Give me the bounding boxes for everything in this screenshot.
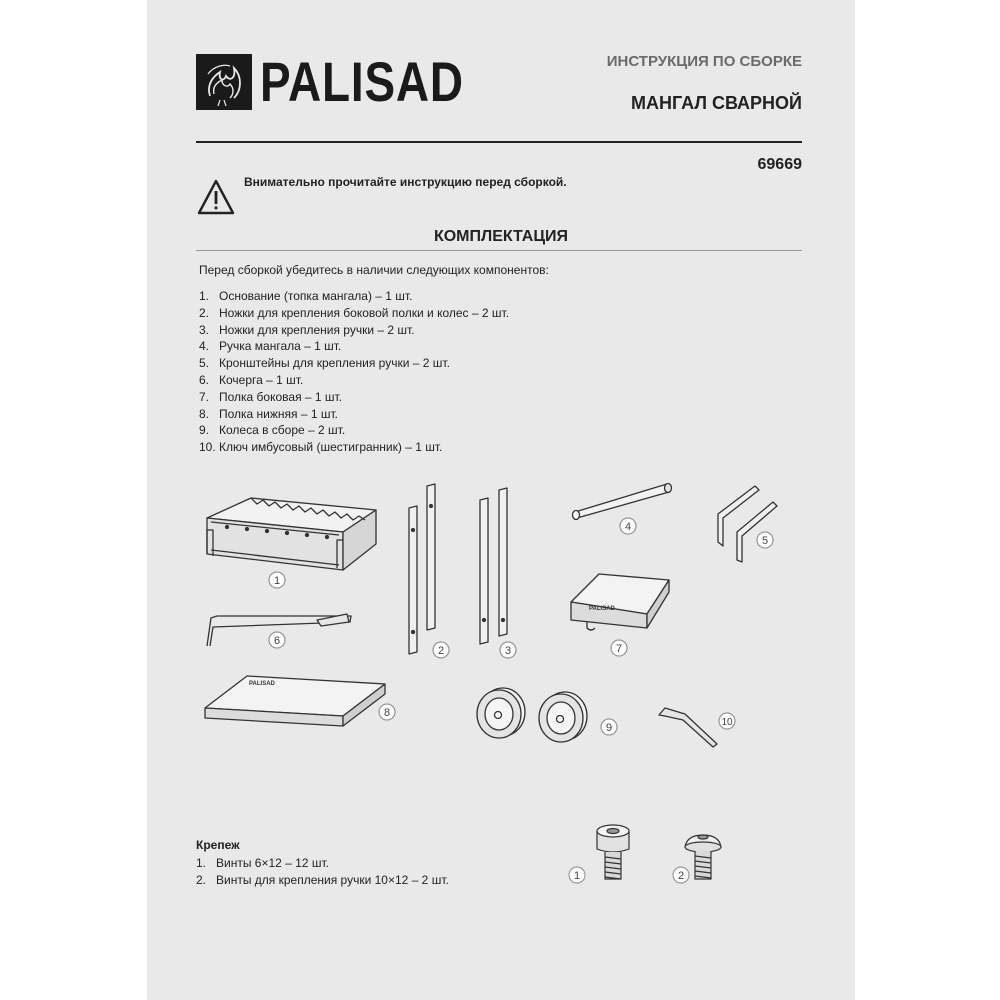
part-label: 10: [721, 717, 733, 728]
warning-triangle-icon: [196, 178, 236, 216]
list-item: 3. Ножки для крепления ручки – 2 шт.: [199, 322, 415, 337]
components-list: [199, 288, 509, 456]
wheels-part: [477, 688, 587, 742]
part-label: 2: [437, 645, 445, 657]
intro-text: Перед сборкой убедитесь в наличии следующих компонентов:: [199, 263, 549, 277]
side-shelf-part: [571, 574, 669, 630]
product-name: МАНГАЛ СВАРНОЙ: [631, 93, 802, 113]
handle-brackets-part: [718, 486, 777, 562]
fastener-label: 2: [677, 870, 685, 882]
part-label: 9: [605, 722, 613, 734]
list-item: 10. Ключ имбусовый (шестигранник) – 1 шт.: [199, 440, 443, 455]
list-item: 8. Полка нижняя – 1 шт.: [199, 406, 339, 421]
part-label: 7: [615, 643, 623, 655]
list-item: 4. Ручка мангала – 1 шт.: [199, 339, 342, 354]
part-label: 1: [273, 575, 281, 587]
warning-text: Внимательно прочитайте инструкцию перед сборкой.: [244, 175, 567, 189]
handle-legs-part: [480, 488, 507, 644]
fastener-label: 1: [573, 870, 581, 882]
section-title: КОМПЛЕКТАЦИЯ: [433, 228, 569, 245]
bottom-shelf-part: [205, 676, 385, 726]
handle-bar-part: [573, 484, 672, 520]
allen-key-part: [659, 708, 717, 747]
section-divider: [196, 250, 802, 251]
instruction-page: [147, 0, 855, 1000]
part-label: 6: [273, 635, 281, 647]
fasteners-list: [196, 855, 449, 889]
button-head-screw-part: [685, 835, 721, 879]
list-item: 1. Основание (топка мангала) – 1 шт.: [199, 289, 413, 303]
shelf-brand-mark: PALISAD: [589, 606, 615, 612]
article-number: 69669: [757, 156, 802, 173]
list-item: 1. Винты 6×12 – 12 шт.: [196, 856, 329, 870]
parts-diagram: [147, 470, 855, 800]
fasteners-diagram: [557, 815, 757, 895]
list-item: 2. Винты для крепления ручки 10×12 – 2 шт.: [196, 873, 449, 887]
grill-base-part: [207, 498, 376, 570]
list-item: 2. Ножки для крепления боковой полки и колес – 2 шт.: [199, 305, 510, 320]
shelf-brand-mark: PALISAD: [249, 681, 275, 687]
logo-flame-icon: [196, 54, 252, 110]
header-divider: [196, 141, 802, 143]
document-type: ИНСТРУКЦИЯ ПО СБОРКЕ: [606, 53, 802, 70]
fasteners-title: Крепеж: [196, 838, 240, 852]
list-item: 6. Кочерга – 1 шт.: [199, 372, 304, 387]
part-label: 5: [761, 535, 769, 547]
part-label: 3: [504, 645, 512, 657]
list-item: 7. Полка боковая – 1 шт.: [199, 389, 343, 404]
list-item: 9. Колеса в сборе – 2 шт.: [199, 423, 346, 438]
brand-logo: PALISAD: [260, 50, 464, 113]
part-label: 8: [383, 707, 391, 719]
hex-socket-screw-part: [597, 825, 629, 879]
side-shelf-legs-part: [409, 484, 435, 654]
list-item: 5. Кронштейны для крепления ручки – 2 шт.: [199, 356, 450, 371]
part-label: 4: [624, 521, 632, 533]
